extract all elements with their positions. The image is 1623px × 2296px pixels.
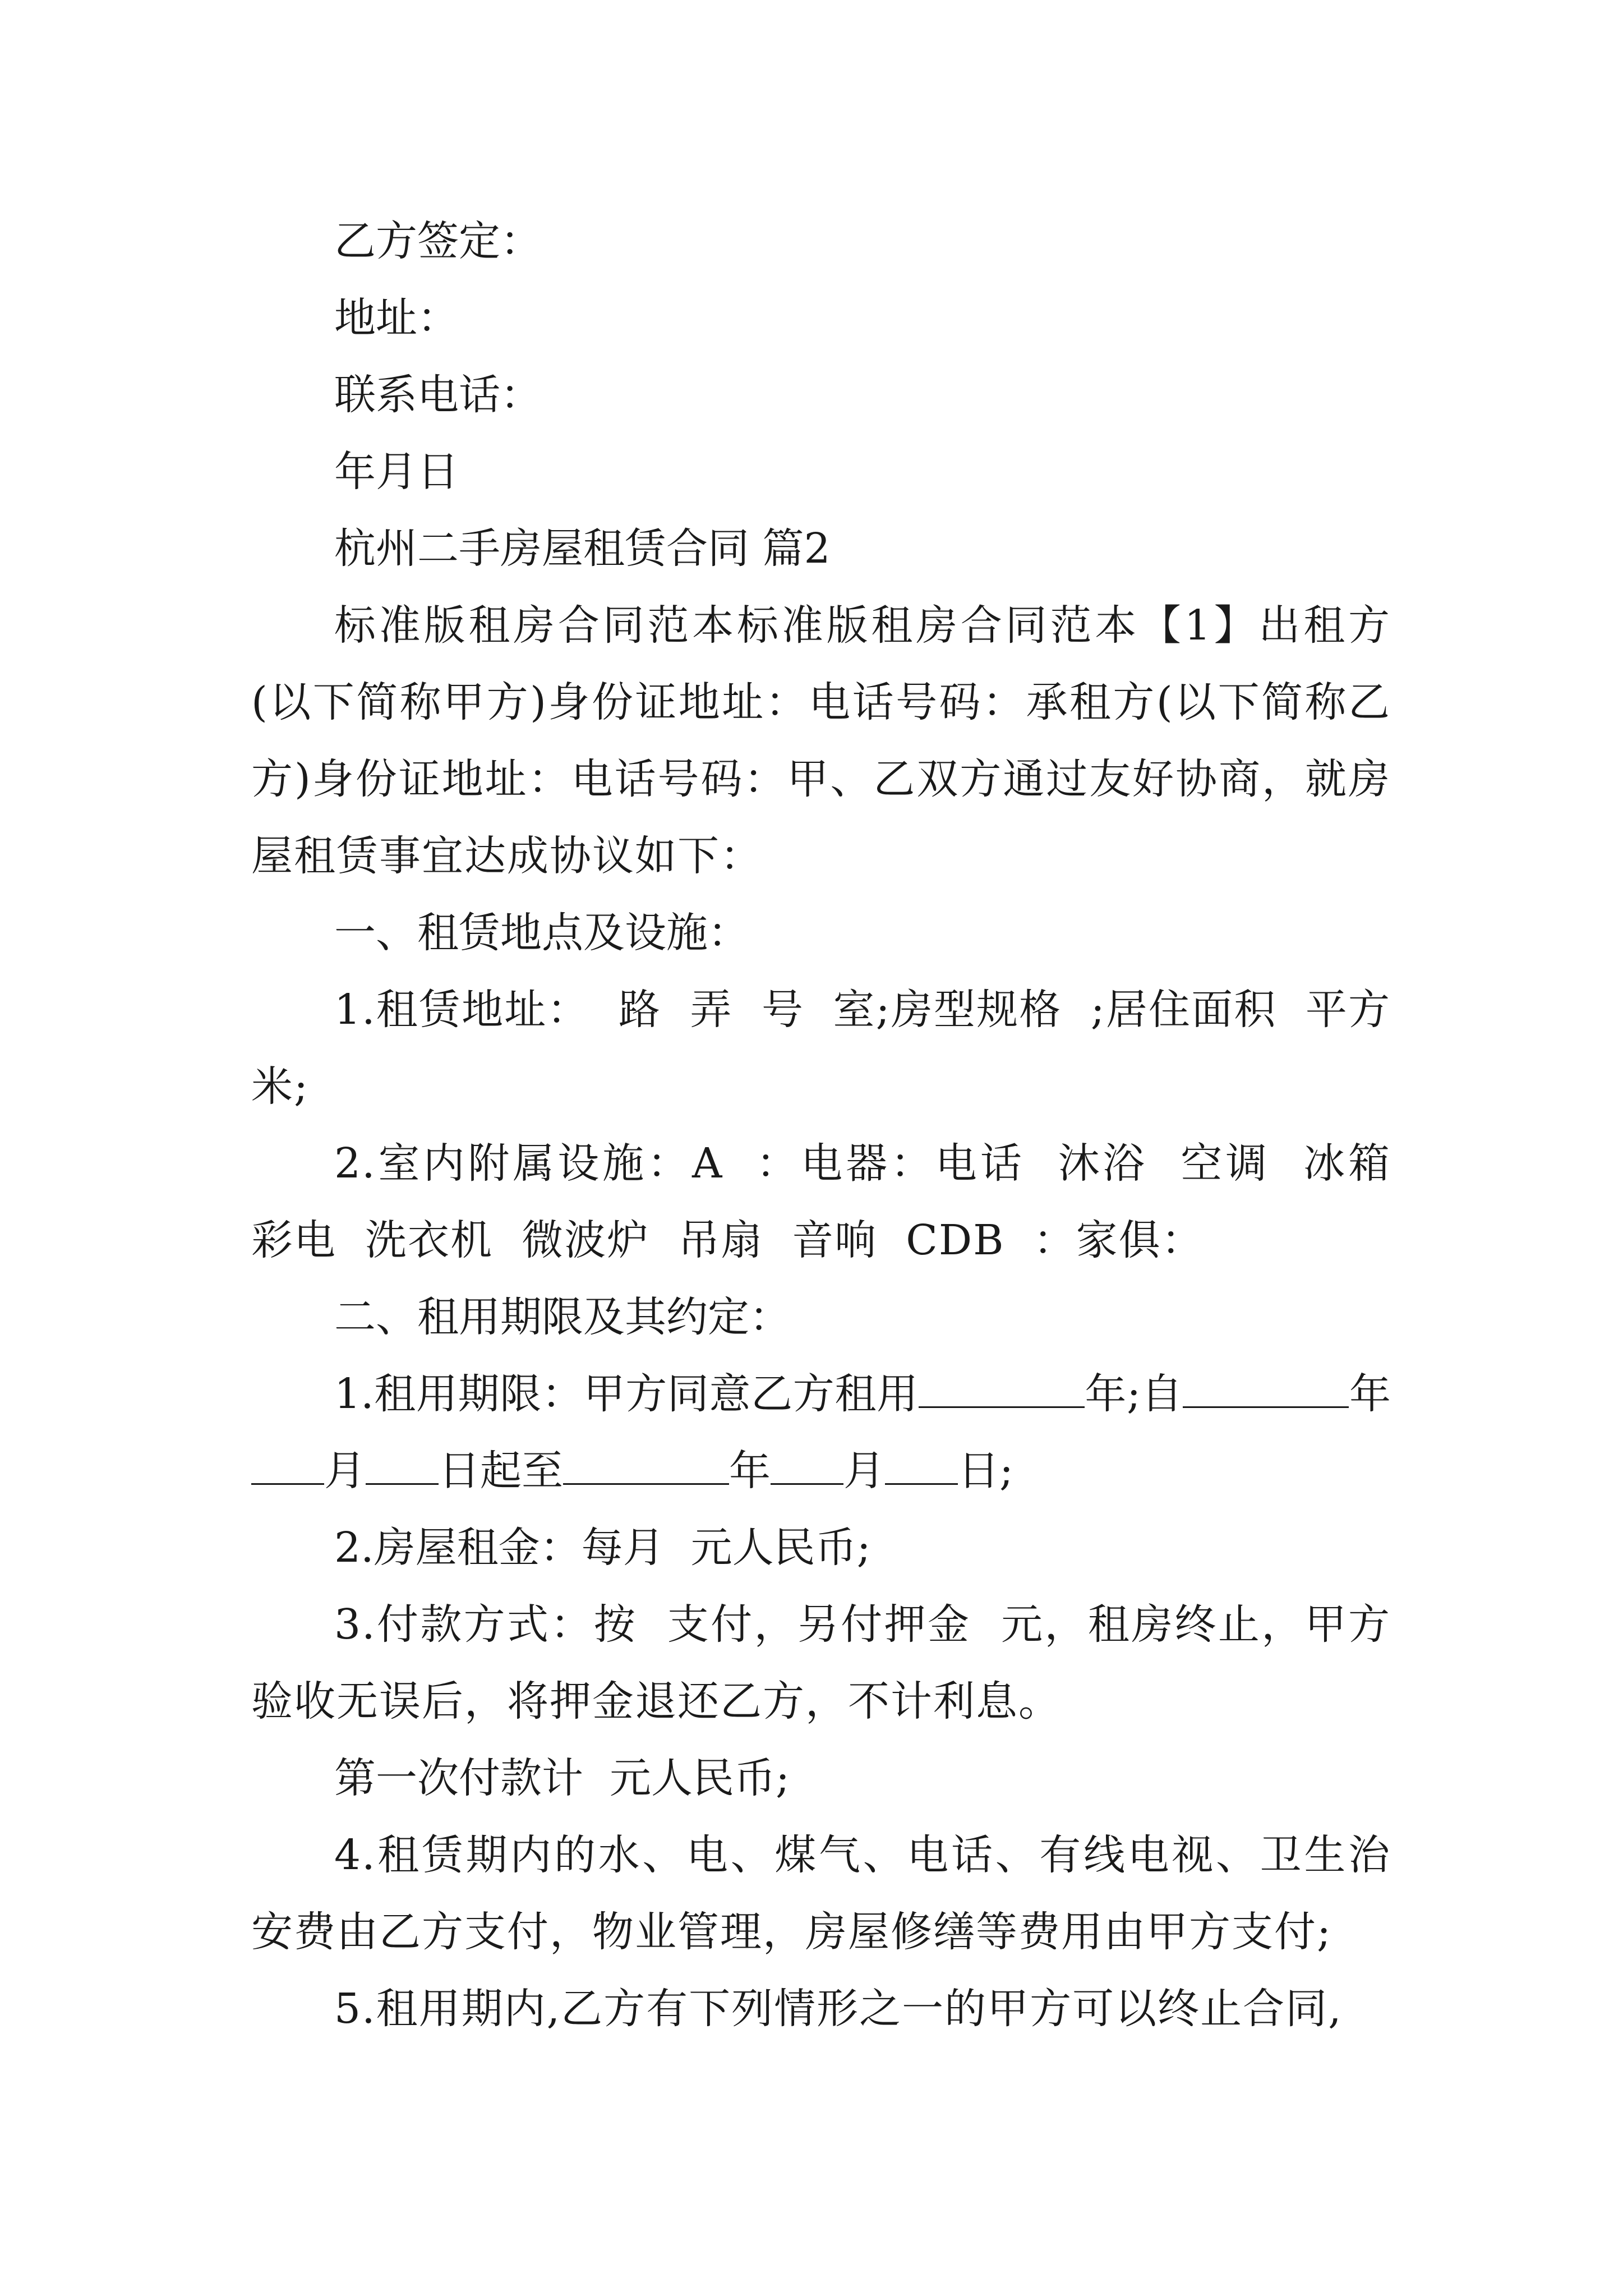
term-text-7: 月 xyxy=(843,1447,885,1495)
start-year-blank xyxy=(1183,1372,1349,1408)
clause-2-5-termination: 5.租用期内,乙方有下列情形之一的甲方可以终止合同, xyxy=(334,1985,1343,2033)
address-line: 地址： xyxy=(334,294,459,342)
term-text-3: 年 xyxy=(1349,1370,1391,1418)
first-payment-line: 第一次付款计 元人民币; xyxy=(334,1754,790,1802)
section-title: 杭州二手房屋租赁合同 篇2 xyxy=(334,524,831,573)
clause-2-4-fees: 4.租赁期内的水、电、煤气、电话、有线电视、卫生治安费由乙方支付，物业管理，房屋修缮等费用由甲方支付; xyxy=(251,1831,1391,1956)
term-text-5: 日起至 xyxy=(439,1447,563,1495)
end-month-blank xyxy=(771,1448,843,1485)
date-line: 年月日 xyxy=(334,448,459,496)
party-b-signature-line: 乙方签定： xyxy=(334,217,542,265)
clause-heading-1: 一、租赁地点及设施： xyxy=(334,909,749,957)
clause-2-3-payment: 3.付款方式：按 支付，另付押金 元，租房终止，甲方验收无误后，将押金退还乙方，不计利息。 xyxy=(251,1600,1391,1726)
term-text-4: 月 xyxy=(324,1447,366,1495)
start-month-blank xyxy=(251,1448,324,1485)
term-text-2: 年;自 xyxy=(1084,1370,1183,1418)
years-blank xyxy=(919,1372,1085,1408)
term-text-6: 年 xyxy=(729,1447,771,1495)
end-year-blank xyxy=(563,1448,729,1485)
term-text-1: 1.租用期限：甲方同意乙方租用 xyxy=(334,1370,919,1418)
clause-heading-2: 二、租用期限及其约定： xyxy=(334,1293,791,1341)
clause-1-1: 1.租赁地址： 路 弄 号 室;房型规格 ;居住面积 平方 米; xyxy=(251,986,1420,1111)
phone-line: 联系电话： xyxy=(334,371,542,419)
clause-2-2-rent: 2.房屋租金：每月 元人民币; xyxy=(334,1524,871,1572)
contract-intro: 标准版租房合同范本标准版租房合同范本【1】出租方(以下简称甲方)身份证地址：电话号码：承租方(以下简称乙方)身份证地址：电话号码：甲、乙双方通过友好协商，就房屋租赁事宜达成协议如下： xyxy=(251,601,1391,880)
document-body xyxy=(251,203,1420,2047)
end-day-blank xyxy=(885,1448,958,1485)
start-day-blank xyxy=(366,1448,439,1485)
clause-1-2: 2.室内附属设施：A ：电器：电话 沐浴 空调 冰箱 彩电 洗衣机 微波炉 吊扇 音响 CDB ：家俱： xyxy=(251,1139,1420,1264)
term-text-8: 日; xyxy=(958,1447,1013,1495)
clause-2-1-term xyxy=(251,1356,1391,1510)
